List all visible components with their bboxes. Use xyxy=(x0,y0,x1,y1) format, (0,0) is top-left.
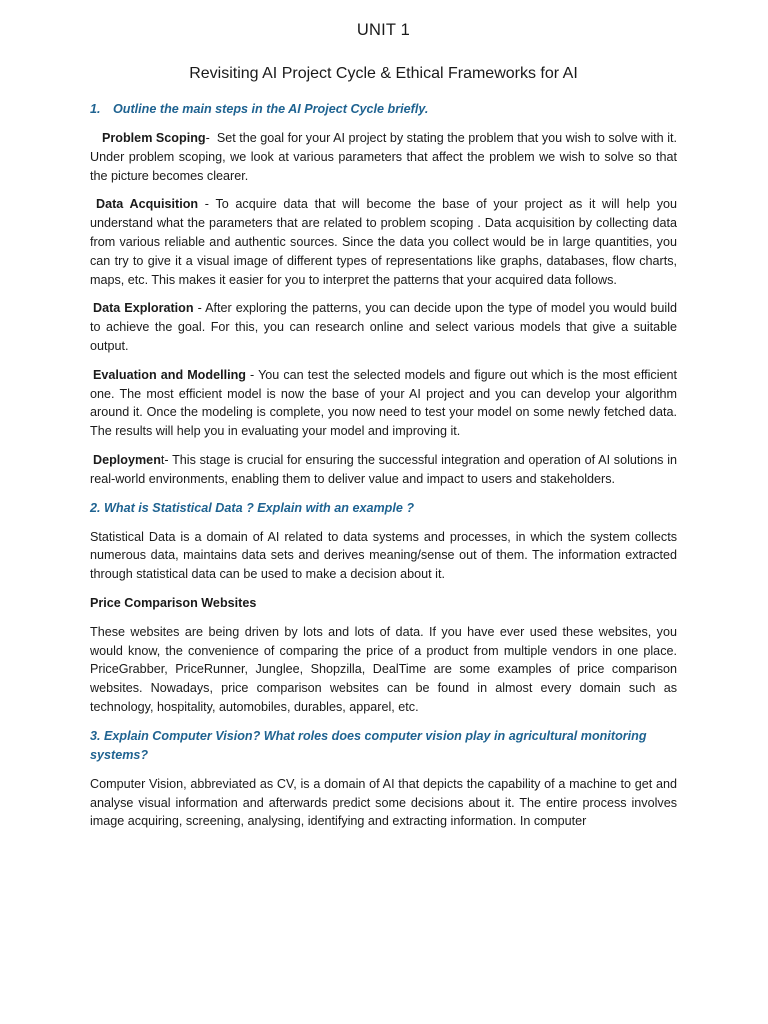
step-evaluation-modelling xyxy=(90,366,677,441)
question-3-number: 3. xyxy=(90,728,101,743)
step-deployment xyxy=(90,451,677,489)
step-text: This stage is crucial for ensuring the successful integration and operation of AI solutions in real-world environments, enabling them to deliver value and impact to users and stakeholders. xyxy=(90,452,677,486)
question-3-answer: Computer Vision, abbreviated as CV, is a domain of AI that depicts the capability of a machine to get and analyse visual information and afterwards predict some decisions about it. The entire process involves image acquiring, screening, analysing, identifying and extracting information. In computer xyxy=(90,776,677,829)
question-2-text: What is Statistical Data ? Explain with an example ? xyxy=(104,500,415,515)
step-separator: - xyxy=(245,367,259,382)
step-term: Deploymen xyxy=(93,452,161,467)
step-data-exploration xyxy=(90,299,677,355)
document-title: Revisiting AI Project Cycle & Ethical Frameworks for AI xyxy=(189,65,578,82)
step-text: To acquire data that will become the base of your project as it will help you understand what the parameters that are related to problem scoping . Data acquisition by collecting data from various reliable and authentic sources. Since the data you collect would be in large quantities, you can try to give it a visual image of different types of representations like graphs, databases, flow charts, maps, etc. This makes it easier for you to interpret the patterns that your acquired data follows. xyxy=(90,197,677,287)
step-term: Problem Scoping xyxy=(102,131,206,145)
step-data-acquisition xyxy=(90,195,677,289)
example-text: These websites are being driven by lots and lots of data. If you have ever used these websites, you would know, the convenience of comparing the price of a product from multiple vendors in one place. PriceGrabber, PriceRunner, Junglee, Shopzilla, DealTime are some examples of price comparison websites. Nowadays, price comparison websites can be found in almost every domain such as technology, hospitality, automobiles, durables, apparel, etc. xyxy=(90,624,677,714)
question-3-text: Explain Computer Vision? What roles does computer vision play in agricultural monitoring systems? xyxy=(90,728,647,762)
step-text: You can test the selected models and figure out which is the most efficient one. The most efficient model is now the base of your AI project and you can develop your algorithm around it. Once the modeling is complete, you now need to test your model on some newly fetched data. The results will help you in evaluating your model and improving it. xyxy=(90,367,678,439)
question-3 xyxy=(90,727,677,765)
step-text: After exploring the patterns, you can decide upon the type of model you would build to achieve the goal. For this, you can research online and select various models that give a suitable output. xyxy=(90,301,678,353)
step-separator: t- xyxy=(160,452,173,467)
step-term: Data Exploration xyxy=(93,301,194,316)
step-separator: - xyxy=(193,301,206,316)
question-2 xyxy=(90,499,677,518)
unit-heading: UNIT 1 xyxy=(356,21,411,39)
step-problem-scoping xyxy=(90,129,677,185)
question-1-text: Outline the main steps in the AI Project Cycle briefly. xyxy=(113,102,429,116)
step-term: Evaluation and Modelling xyxy=(93,367,246,382)
document-body xyxy=(90,0,677,831)
question-1-number: 1. xyxy=(90,102,101,116)
step-separator: - xyxy=(205,131,217,145)
step-term: Data Acquisition xyxy=(96,197,199,212)
question-2-answer: Statistical Data is a domain of AI related to data systems and processes, in which the system collects numerous data, maintains data sets and derives meaning/sense out of them. The information extracted through statistical data can be used to make a decision about it. xyxy=(90,529,677,582)
question-1 xyxy=(90,100,677,119)
question-2-number: 2. xyxy=(90,500,101,515)
step-separator: - xyxy=(198,197,216,212)
step-text: Set the goal for your AI project by stating the problem that you wish to solve with it. Under problem scoping, we look at various parameters that affect the problem we wish to solve so that the picture becomes clearer. xyxy=(90,131,677,183)
example-heading: Price Comparison Websites xyxy=(90,595,257,610)
